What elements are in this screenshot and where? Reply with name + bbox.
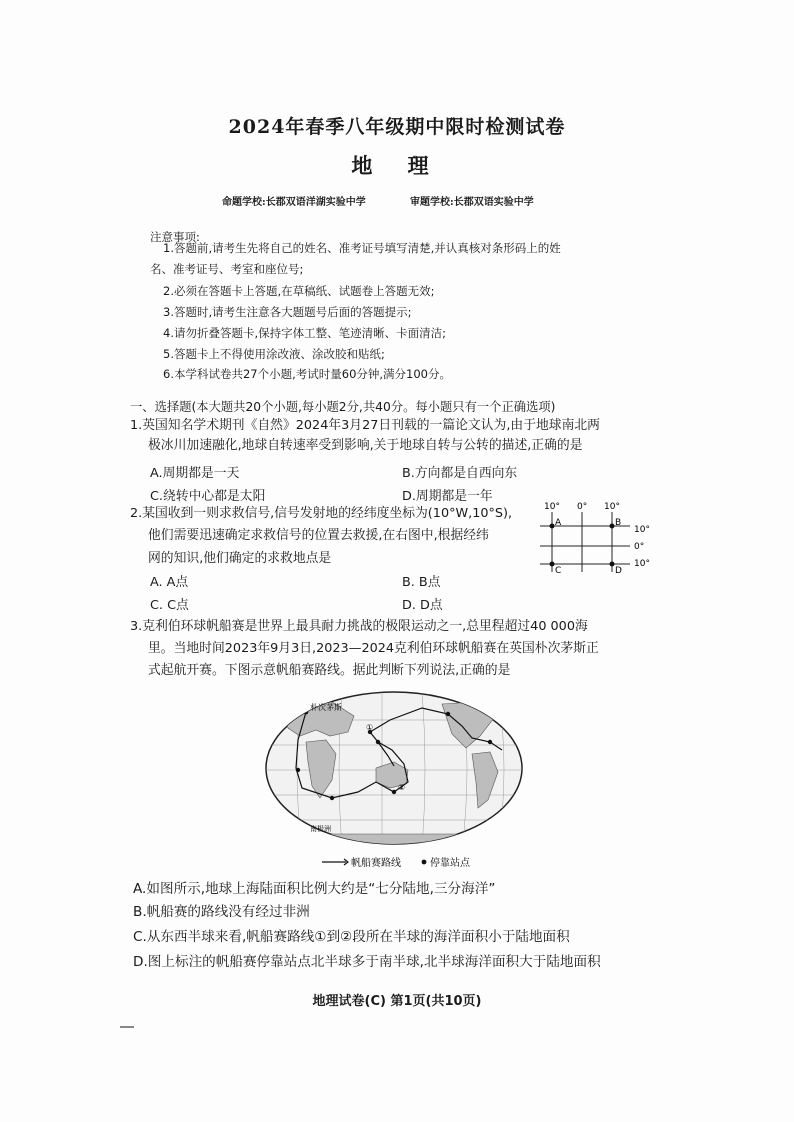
grid-right-label: 10° xyxy=(634,559,650,569)
q1-option-d[interactable]: D.周期都是一年 xyxy=(402,489,493,504)
q3-option-a[interactable]: A.如图所示,地球上海陆面积比例大约是“七分陆地,三分海洋” xyxy=(133,881,496,897)
note-item: 6.本学科试卷共27个小题,考试时量60分钟,满分100分。 xyxy=(163,367,451,381)
scan-mark xyxy=(120,1026,134,1028)
antarctica-landmass xyxy=(272,834,516,850)
note-item: 2.必须在答题卡上答题,在草稿纸、试题卷上答题无效; xyxy=(163,284,435,298)
grid-top-label: 0° xyxy=(577,502,588,512)
note-item: 3.答题时,请考生注意各大题题号后面的答题提示; xyxy=(163,305,412,319)
q2-stem-line: 2.某国收到一则求救信号,信号发射地的经纬度坐标为(10°W,10°S), xyxy=(130,506,513,521)
grid-point-c xyxy=(550,562,555,567)
q1-option-a[interactable]: A.周期都是一天 xyxy=(150,466,240,481)
legend-stop-label: 停靠站点 xyxy=(430,858,470,869)
q3-stem-line: 3.克利伯环球帆船赛是世界上最具耐力挑战的极限运动之一,总里程超过40 000海 xyxy=(130,619,588,634)
q2-option-a[interactable]: A. A点 xyxy=(150,575,189,590)
q2-option-b[interactable]: B. B点 xyxy=(402,575,441,590)
q3-option-b[interactable]: B.帆船赛的路线没有经过非洲 xyxy=(133,904,310,920)
legend-route-label: 帆船赛路线 xyxy=(351,858,401,869)
map-label-marker-2: ② xyxy=(398,783,406,792)
map-label-portsmouth: 朴次茅斯 xyxy=(310,703,342,712)
q3-stem-line: 里。当地时间2023年9月3日,2023—2024克利伯环球帆船赛在英国朴次茅斯正 xyxy=(148,641,599,656)
q3-stem-line: 式起航开赛。下图示意帆船赛路线。据此判断下列说法,正确的是 xyxy=(148,663,511,678)
stop-point xyxy=(446,712,450,716)
note-item: 4.请勿折叠答题卡,保持字体工整、笔迹清晰、卡面清洁; xyxy=(163,326,446,340)
q2-option-d[interactable]: D. D点 xyxy=(402,598,443,613)
stop-point xyxy=(330,796,334,800)
stop-point xyxy=(376,740,380,744)
stop-point xyxy=(488,740,492,744)
stop-point xyxy=(296,768,300,772)
map-label-antarctica: 南极洲 xyxy=(310,825,331,833)
q3-option-c[interactable]: C.从东西半球来看,帆船赛路线①到②段所在半球的海洋面积小于陆地面积 xyxy=(133,929,570,945)
q1-stem-line: 极冰川加速融化,地球自转速率受到影响,关于地球自转与公转的描述,正确的是 xyxy=(148,438,583,453)
note-item: 5.答题卡上不得使用涂改液、涂改胶和贴纸; xyxy=(163,347,385,361)
subject-title: 地 理 xyxy=(351,153,443,178)
reviewer-school: 审题学校:长郡双语实验中学 xyxy=(410,197,534,208)
grid-point-label: B xyxy=(615,518,622,528)
legend-stop-dot xyxy=(422,860,427,865)
grid-point-d xyxy=(610,562,615,567)
grid-point-b xyxy=(610,524,615,529)
q1-option-b[interactable]: B.方向都是自西向东 xyxy=(402,466,518,481)
q1-option-c[interactable]: C.绕转中心都是太阳 xyxy=(150,489,266,504)
grid-point-label: A xyxy=(555,518,562,528)
q2-option-c[interactable]: C. C点 xyxy=(150,598,189,613)
stop-point xyxy=(392,790,396,794)
q1-stem-line: 1.英国知名学术期刊《自然》2024年3月27日刊载的一篇论文认为,由于地球南北两 xyxy=(130,418,600,433)
note-item: 名、准考证号、考室和座位号; xyxy=(150,262,304,276)
note-item: 1.答题前,请考生先将自己的姓名、准考证号填写清楚,并认真核对条形码上的姓 xyxy=(163,241,561,255)
q3-option-d[interactable]: D.图上标注的帆船赛停靠站点北半球多于南半球,北半球海洋面积大于陆地面积 xyxy=(133,954,601,970)
grid-top-label: 10° xyxy=(544,502,560,512)
grid-right-label: 0° xyxy=(634,542,645,552)
notes-heading: 注意事项: xyxy=(150,230,200,244)
grid-point-a xyxy=(550,524,555,529)
grid-top-label: 10° xyxy=(604,502,620,512)
sailing-route-map xyxy=(262,690,526,872)
grid-point-label: C xyxy=(555,566,562,576)
page-footer: 地理试卷(C) 第1页(共10页) xyxy=(312,994,482,1009)
setter-school: 命题学校:长郡双语洋湖实验中学 xyxy=(222,197,366,208)
section-heading: 一、选择题(本大题共20个小题,每小题2分,共40分。每小题只有一个正确选项) xyxy=(130,400,556,414)
grid-point-label: D xyxy=(615,566,622,576)
q2-stem-line: 他们需要迅速确定求救信号的位置去救援,在右图中,根据经纬 xyxy=(148,528,489,543)
lat-long-grid-figure xyxy=(530,500,660,578)
q2-stem-line: 网的知识,他们确定的求救地点是 xyxy=(148,551,332,566)
map-label-marker-1: ① xyxy=(366,723,374,732)
exam-title: 2024年春季八年级期中限时检测试卷 xyxy=(228,116,566,138)
grid-right-label: 10° xyxy=(634,525,650,535)
